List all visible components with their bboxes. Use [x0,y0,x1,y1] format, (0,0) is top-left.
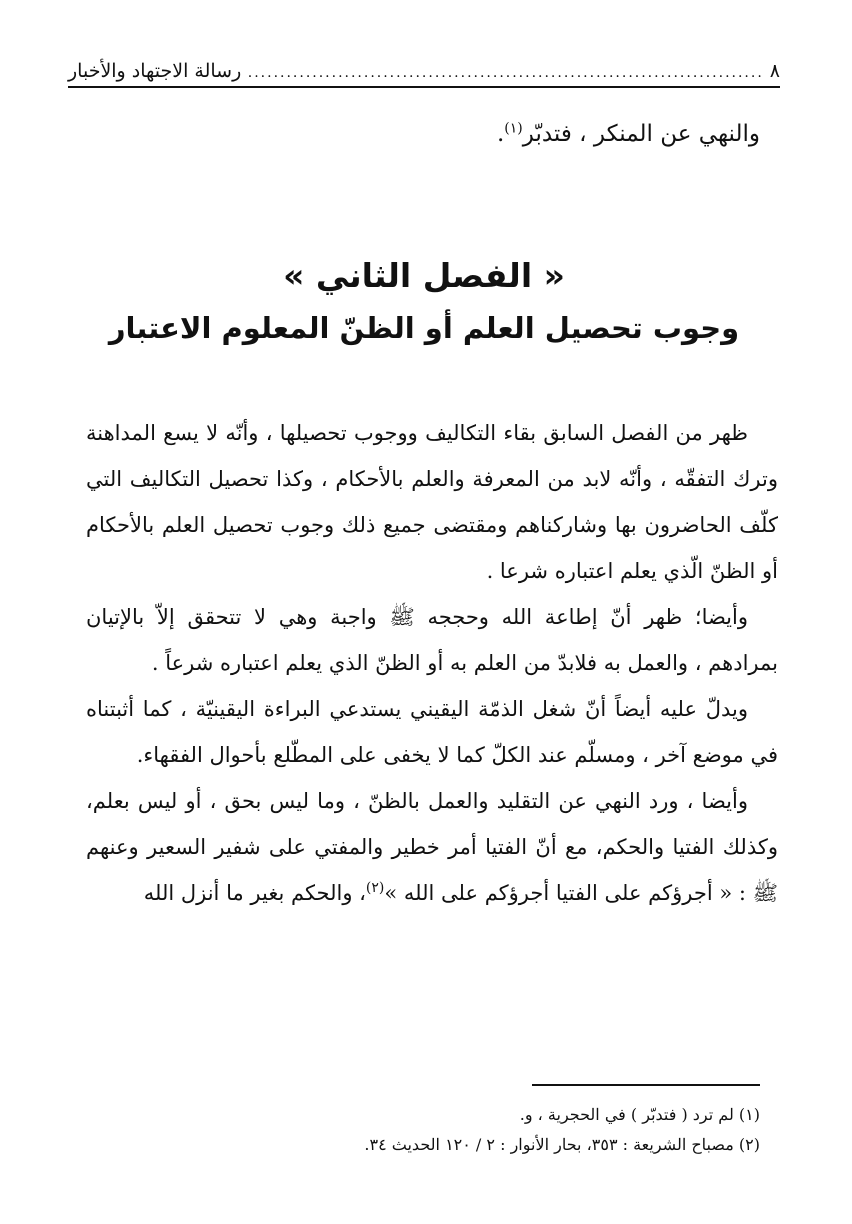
chapter-subtitle: وجوب تحصيل العلم أو الظنّ المعلوم الاعتبار [108,311,740,345]
paragraph-2: وأيضا؛ ظهر أنّ إطاعة الله وحججه ﷺ واجبة وهي لا تتحقق إلاّ بالإتيان بمرادهم ، والعمل به فلابدّ من العلم به أو الظنّ الذي يعلم اعتباره شرعاً . [86,605,778,675]
footnote-2: (٢) مصباح الشريعة : ٣٥٣، بحار الأنوار : ٢ / ١٢٠ الحديث ٣٤. [364,1135,760,1154]
running-header [68,52,780,82]
paragraph-4 [86,778,778,916]
footnotes [100,1100,760,1160]
footnote-marker-2: (٢) [365,880,385,896]
continued-line-text: والنهي عن المنكر ، فتدبّر [522,121,760,147]
continued-line-end: . [496,121,505,147]
running-title: رسالة الاجتهاد والأخبار [68,60,242,82]
paragraph-3: ويدلّ عليه أيضاً أنّ شغل الذمّة اليقيني يستدعي البراءة اليقينيّة ، كما أثبتناه في موضع آخر ، ومسلّم عند الكلّ كما لا يخفى على المطّلع بأحوال الفقهاء. [86,697,778,767]
footnote-1: (١) لم ترد ( فتدبّر ) في الحجرية ، و. [519,1105,760,1124]
paragraph-4-tail: ، والحكم بغير ما أنزل الله [143,881,366,905]
body-text [86,410,778,916]
footnote-marker-1: (١) [504,120,523,137]
page-number: ٨ [769,60,780,82]
chapter-title: « الفصل الثاني » [283,256,565,295]
footnote-rule [532,1084,760,1086]
continued-line [497,112,760,156]
paragraph-1: ظهر من الفصل السابق بقاء التكاليف ووجوب تحصيلها ، وأنّه لا يسع المداهنة وترك التفقّه ، وأنّه لابد من المعرفة والعلم بالأحكام ، وكذا تحصيل التكاليف التي كلّف الحاضرون بها وشاركناهم ومقتضى جميع ذلك وجوب تحصيل العلم بالأحكام أو الظنّ الّذي يعلم اعتباره شرعا . [86,421,778,583]
paragraph-4-text: وأيضا ، ورد النهي عن التقليد والعمل بالظنّ ، وما ليس بحق ، أو ليس بعلم، وكذلك الفتيا والحكم، مع أنّ الفتيا أمر خطير والمفتي على شفير السعير وعنهم ﷺ : « أجرؤكم على الفتيا أجرؤكم على الله » [86,789,778,905]
header-rule [68,86,780,88]
header-leader-dots: ................................................................................ [247,66,764,81]
